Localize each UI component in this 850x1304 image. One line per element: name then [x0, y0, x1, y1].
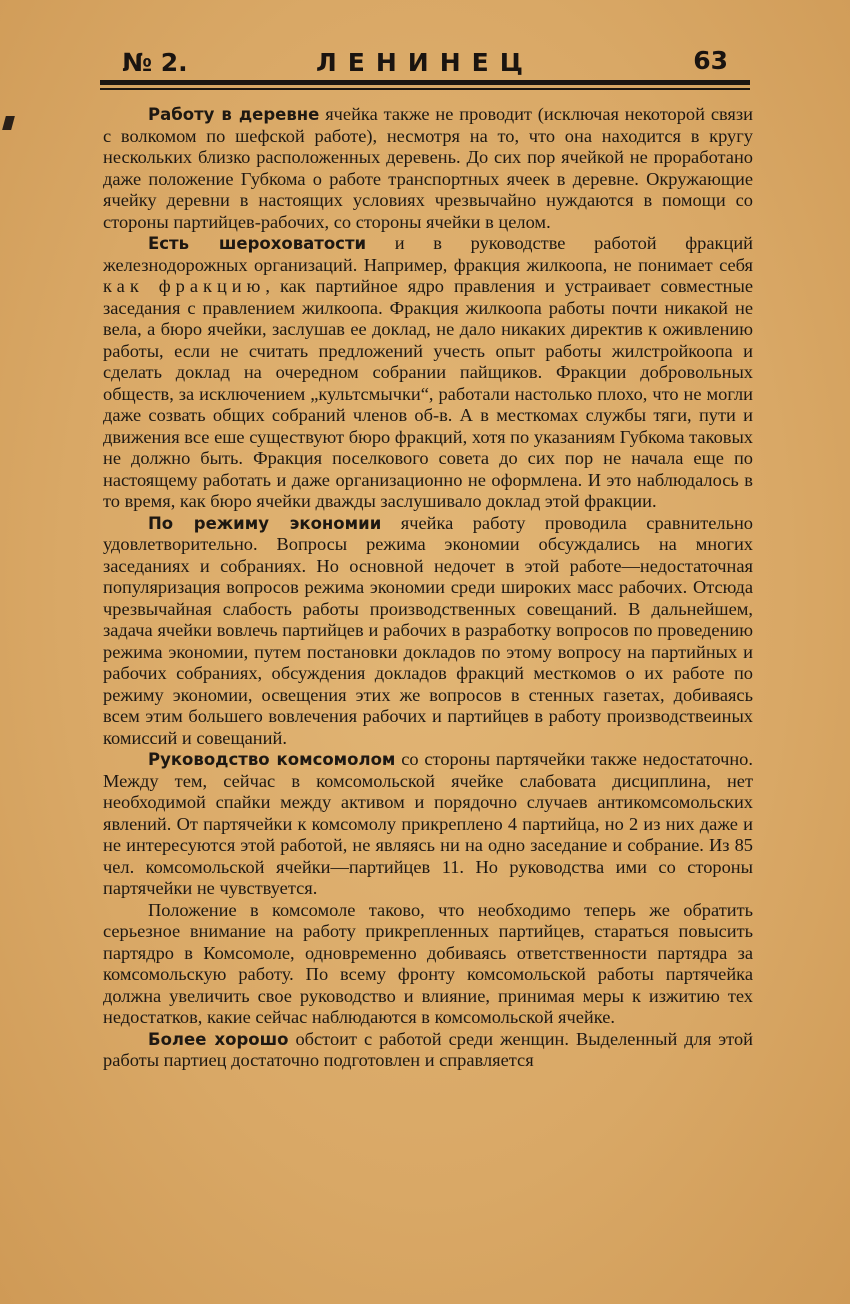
- paragraph-lead: Есть шероховатости: [148, 234, 367, 253]
- paragraph-text: со стороны партячейки также недостаточно. Между тем, сейчас в комсомольской ячейке слабовата дисциплина, нет необходимой спайки между активом и порядочно случаев антикомсомольских явлений. От партячейки к комсомолу прикреплено 4 партийца, но 2 из них даже и не интересуются этой работой, не являясь ни на одно заседание и собрание. Из 85 чел. комсомольской ячейки—партийцев 11. Но руководства ими со стороны партячейки не чувствуется.: [103, 749, 753, 898]
- page-number: 63: [693, 46, 728, 75]
- paragraph-lead: Работу в деревне: [148, 105, 320, 124]
- paragraph-economy: [103, 513, 753, 750]
- paragraph-komsomol: [103, 749, 753, 900]
- paragraph-lead: По режиму экономии: [148, 513, 382, 533]
- paragraph-text: обстоит с работой среди женщин. Выделенный для этой работы партиец достаточно подготовлен и справляется: [103, 1028, 753, 1070]
- paragraph-text: Положение в комсомоле таково, что необходимо теперь же обратить серьезное внимание на работу прикрепленных партийцев, стараться повысить партядро в Комсомоле, одновременно добиваясь ответственности партядра за комсомольскую работу. По всему фронту комсомольской работы партячейка должна увеличить свое руководство и влияние, принимая меры к изжитию тех недостатков, какие сейчас наблюдаются в комсомольской ячейке.: [103, 899, 753, 1027]
- header-rule-thin: [100, 88, 750, 90]
- journal-title: ЛЕНИНЕЦ: [316, 48, 534, 77]
- margin-mark: [2, 116, 15, 130]
- paragraph-lead: Руководство комсомолом: [148, 750, 396, 769]
- page-header: [100, 42, 750, 82]
- paragraph-women-work: [103, 1029, 753, 1072]
- paragraph-spaced-text: как фракцию: [103, 276, 266, 296]
- paragraph-komsomol-situation: [103, 900, 753, 1029]
- paragraph-text: ячейка также не проводит (исключая некоторой связи с волкомом по шефской работе), несмотря на то, что она находится в кругу нескольких близко расположенных деревень. До сих пор ячейкой не проработано даже положение Губкома о работе транспортных ячеек в деревне. Окружающие ячейку деревни в настоящих условиях чрезвычайно нуждаются в помощи со стороны партийцев-рабочих, со стороны ячейки в целом.: [103, 104, 753, 232]
- header-rule-thick: [100, 80, 750, 85]
- article-body: [103, 104, 753, 1072]
- paragraph-village-work: [103, 104, 753, 233]
- paragraph-fractions: [103, 233, 753, 513]
- issue-number: № 2.: [122, 48, 188, 77]
- paragraph-text: ячейка работу проводила сравнительно удовлетворительно. Вопросы режима экономии обсуждались на многих заседаниях и собраниях. Но основной недочет в этой работе—недостаточная популяризация вопросов режима экономии среди широких масс рабочих. Отсюда чрезвычайная слабость работы производственных совещаний. В дальнейшем, задача ячейки вовлечь партийцев и рабочих в разработку вопросов по проведению режима экономии, путем постановки докладов по этому вопросу на партийных и рабочих собраниях, обсуждения докладов фракций месткомов о их работе по режиму экономии, освещения этих же вопросов в стенных газетах, добиваясь всем этим большего вовлечения рабочих и партийцев в работу производствеиных комиссий и совещаний.: [103, 512, 753, 748]
- paragraph-lead: Более хорошо: [148, 1029, 289, 1049]
- paragraph-text: и в руководстве работой фракций железнодорожных организаций. Например, фракция жилкоопа, не понимает себя: [103, 233, 753, 275]
- paragraph-text: , как партийное ядро правления и устраивает совместные заседания с правлением жилкоопа. Фракция жилкоопа работы почти никакой не вела, а бюро ячейки, заслушав ее доклад, не дало никаких директив к оживлению работы, если не считать предложений учесть опыт работы жилстройкоопа и сделать доклад на очередном собрании пайщиков. Фракции добровольных обществ, за исключением „культсмычки“, работали настолько плохо, что не могли даже созвать общих собраний членов об-в. А в месткомах службы тяги, пути и движения все еше существуют бюро фракций, хотя по указаниям Губкома таковых не должно быть. Фракция поселкового совета до сих пор не начала еще по настоящему работать и даже организационно не оформлена. И это наблюдалось в то время, как бюро ячейки дважды заслушивало доклад этой фракции.: [103, 276, 754, 511]
